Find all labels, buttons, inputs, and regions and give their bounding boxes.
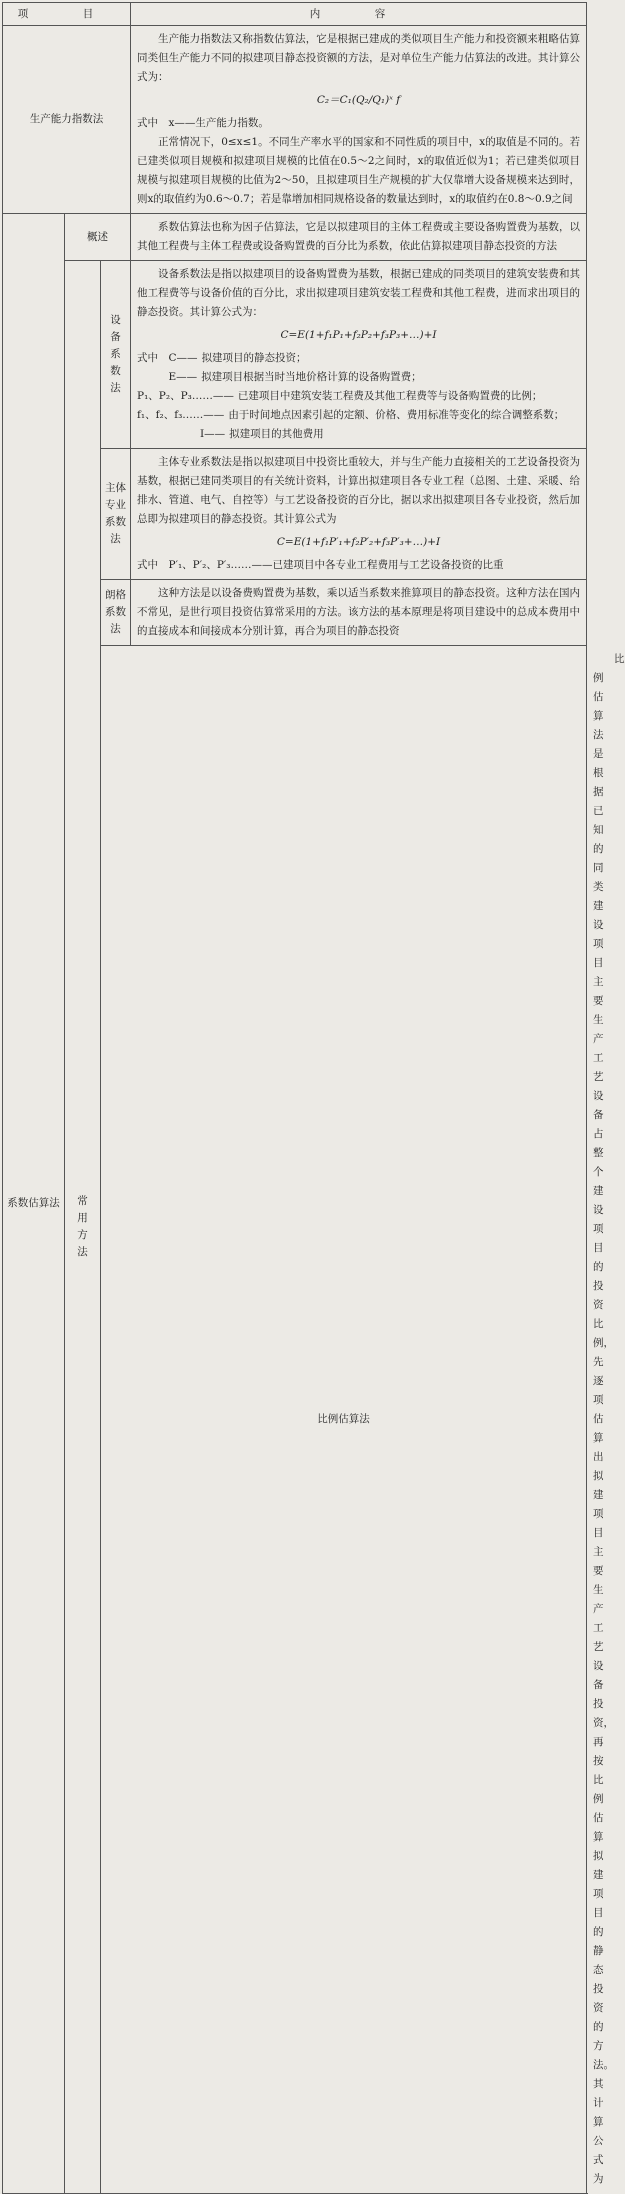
row-equipment-coefficient bbox=[3, 261, 587, 449]
capacity-definition: 式中 x——生产能力指数。 bbox=[137, 117, 269, 129]
def-term: 式中 C—— bbox=[137, 352, 198, 364]
label-proportion: 比例估算法 bbox=[101, 646, 587, 2194]
overview-text: 系数估算法也称为因子估算法，它是以拟建项目的主体工程费或主要设备购置费为基数，以其他工程费与主体工程费或设备购置费的百分比为系数，依此估算拟建项目静态投资的方法 bbox=[137, 221, 581, 252]
header-item: 项 目 bbox=[3, 3, 131, 26]
capacity-range-text: 正常情况下，0≤x≤1。不同生产率水平的国家和不同性质的项目中，x的取值是不同的。若已建类似项目规模和拟建项目规模的比值在0.5～2之间时，x的取值近似为1；若已建类似项目规模与拟建项目规模的比值为2～50，且拟建项目生产规模的扩大仅靠增大设备规模来达到时，则x的取值约为0.6～0.7；若是靠增加相同规格设备的数量达到时，x的取值约在0.8～0.9之间 bbox=[137, 136, 581, 205]
capacity-intro: 生产能力指数法又称指数估算法，它是根据已建成的类似项目生产能力和投资额来粗略估算同类但生产能力不同的拟建项目静态投资额的方法，是对单位生产能力估算法的改进。其计算公式为： bbox=[137, 33, 581, 83]
def-desc: 拟建项目的其他费用 bbox=[229, 428, 324, 440]
main-specialty-definition: 式中 P′₁、P′₂、P′₃……——已建项目中各专业工程费用与工艺设备投资的比重 bbox=[137, 559, 504, 571]
capacity-formula: C₂＝C₁(Q₂/Q₁)ˣ f bbox=[316, 94, 401, 106]
row-proportion: 比例估算法 比例估算法是根据已知的同类建设项目主要生产工艺设备占整个建设项目的投资比例，先逐项估算出拟建项目主要生产工艺设备投资，再按比例估算拟建项目的静态投资的方法。其计算公式为 bbox=[3, 646, 587, 2194]
label-main-specialty: 主体专业系数法 bbox=[101, 449, 131, 580]
content-capacity-index bbox=[131, 26, 587, 214]
row-capacity-index bbox=[3, 26, 587, 214]
def-desc: 拟建项目的静态投资； bbox=[201, 352, 307, 364]
content-lang-coefficient bbox=[131, 580, 587, 646]
equipment-def-f bbox=[137, 406, 580, 425]
label-overview: 概述 bbox=[65, 214, 131, 261]
def-desc: 已建项目中建筑安装工程费及其他工程费等与设备购置费的比例； bbox=[237, 390, 543, 402]
equipment-def-e bbox=[137, 368, 580, 387]
def-desc: 由于时间地点因素引起的定额、价格、费用标准等变化的综合调整系数； bbox=[228, 409, 565, 421]
investment-estimation-table bbox=[2, 2, 625, 2194]
header-row bbox=[3, 3, 587, 26]
equipment-intro: 设备系数法是指以拟建项目的设备购置费为基数，根据已建成的同类项目的建筑安装费和其他工程费等与设备价值的百分比，求出拟建项目建筑安装工程费和其他工程费，进而求出项目的静态投资。其计算公式为： bbox=[137, 268, 581, 318]
content-main-specialty bbox=[131, 449, 587, 580]
label-capacity-index: 生产能力指数法 bbox=[3, 26, 131, 214]
main-specialty-intro: 主体专业系数法是指以拟建项目中投资比重较大，并与生产能力直接相关的工艺设备投资为基数，根据已建同类项目的有关统计资料，计算出拟建项目各专业工程（总图、土建、采暖、给排水、管道、电气、自控等）与工艺设备投资的百分比，据以求出拟建项目各专业投资，然后加总即为拟建项目的静态投资。其计算公式为 bbox=[137, 456, 581, 525]
def-term: f₁、f₂、f₃……—— bbox=[137, 409, 225, 421]
header-content: 内 容 bbox=[131, 3, 587, 26]
equipment-formula: C=E(1+f₁P₁+f₂P₂+f₃P₃+…)+I bbox=[280, 329, 437, 341]
label-coefficient-method: 系数估算法 bbox=[3, 214, 65, 2194]
equipment-def-p bbox=[137, 387, 580, 406]
main-specialty-formula: C=E(1+f₁P′₁+f₂P′₂+f₃P′₃+…)+I bbox=[276, 536, 441, 548]
def-term: P₁、P₂、P₃……—— bbox=[137, 390, 234, 402]
content-overview bbox=[131, 214, 587, 261]
equipment-def-c bbox=[137, 349, 580, 368]
label-common-methods: 常用方法 bbox=[65, 261, 101, 2194]
def-term: I—— bbox=[137, 428, 226, 440]
equipment-def-i bbox=[137, 425, 580, 444]
row-coefficient-overview bbox=[3, 214, 587, 261]
lang-text: 这种方法是以设备费购置费为基数，乘以适当系数来推算项目的静态投资。这种方法在国内不常见，是世行项目投资估算常采用的方法。该方法的基本原理是将项目建设中的总成本费用中的直接成本和间接成本分别计算，再合为项目的静态投资 bbox=[137, 587, 581, 637]
label-lang-coefficient: 朗格系数法 bbox=[101, 580, 131, 646]
label-equipment-coefficient: 设备系数法 bbox=[101, 261, 131, 449]
def-desc: 拟建项目根据当时当地价格计算的设备购置费； bbox=[201, 371, 422, 383]
def-term: E—— bbox=[137, 371, 198, 383]
content-equipment-coefficient bbox=[131, 261, 587, 449]
